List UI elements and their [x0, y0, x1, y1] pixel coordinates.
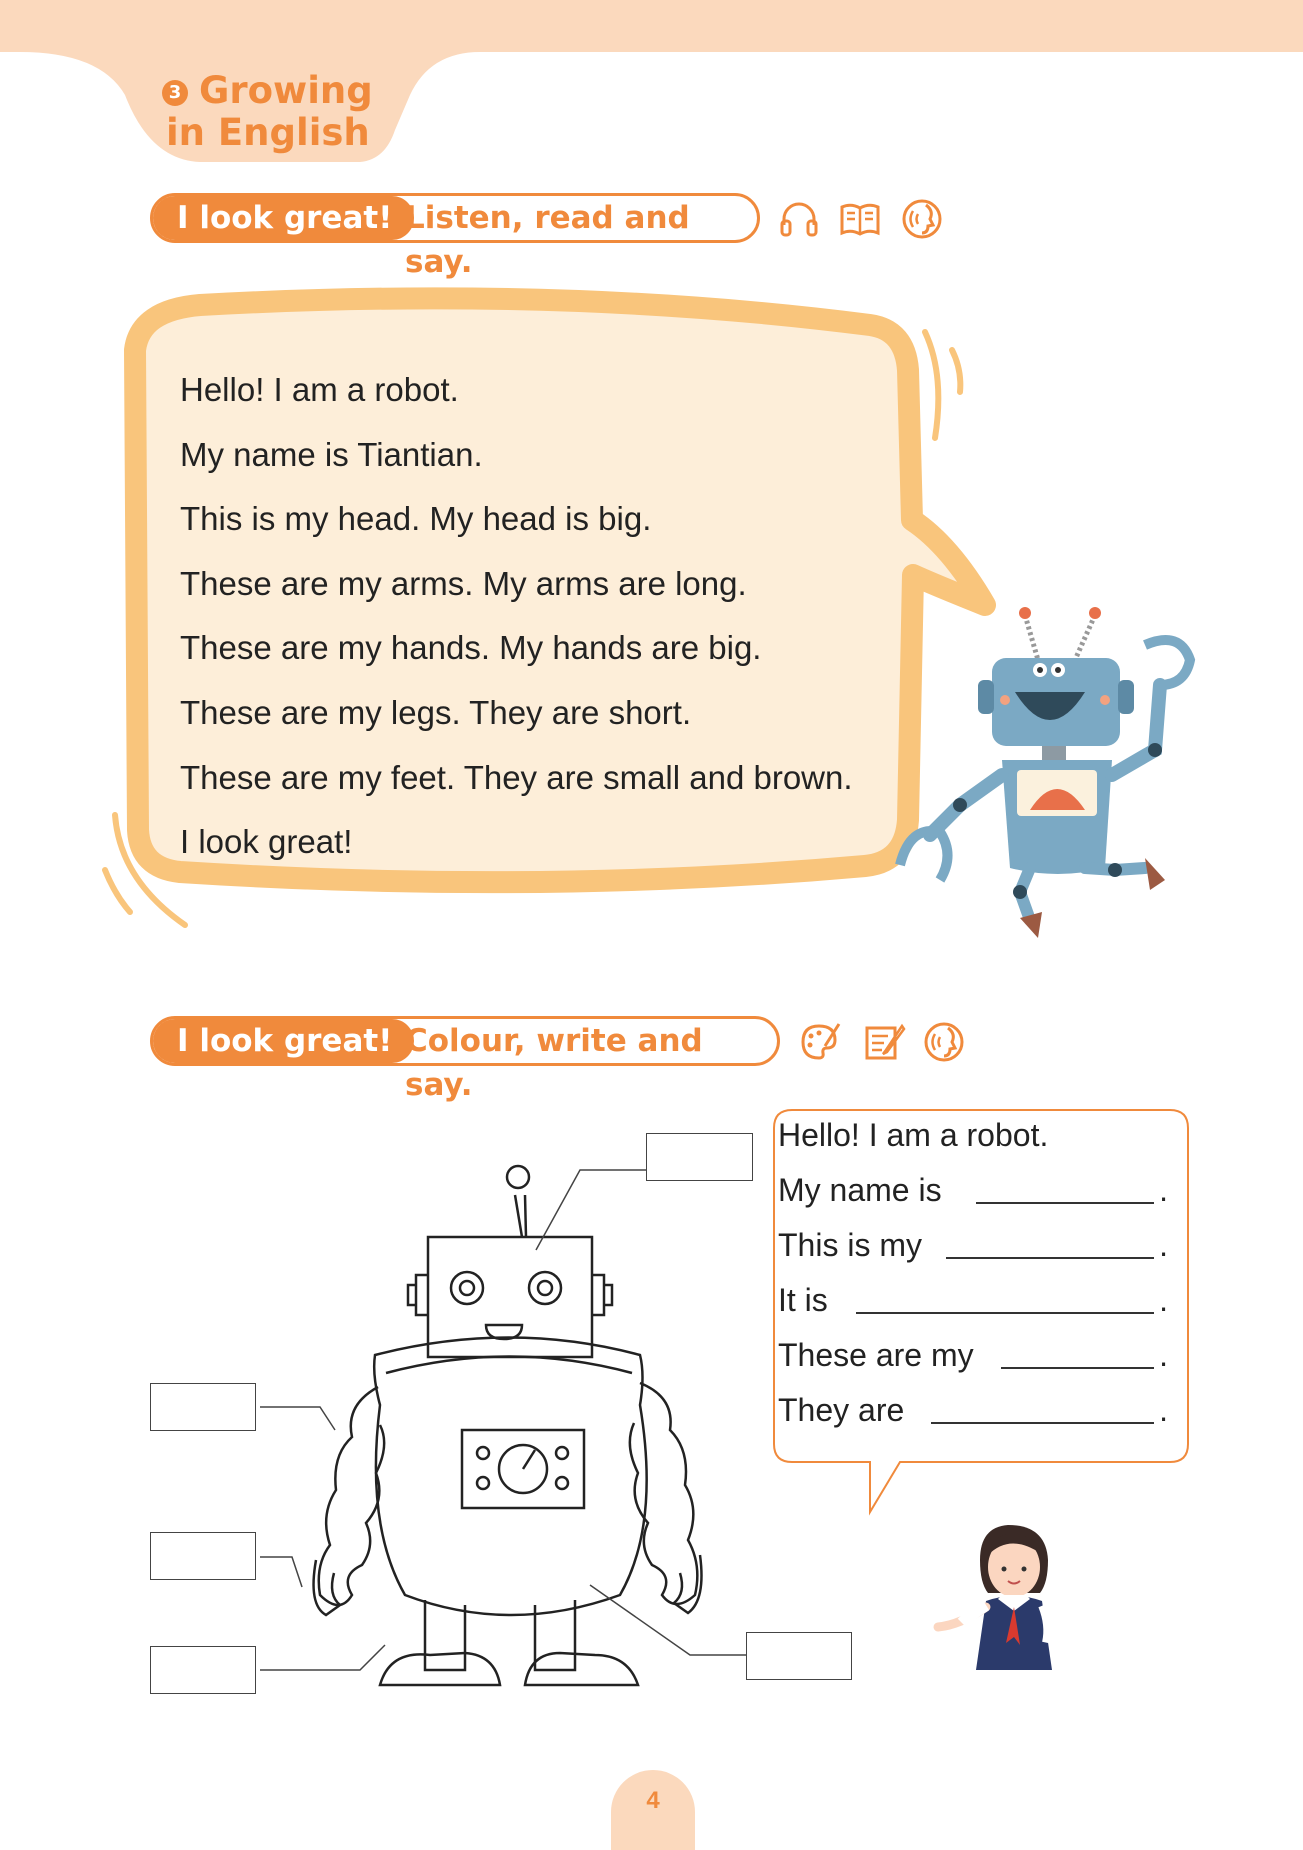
period: . [1159, 1282, 1168, 1318]
write-text: It is [778, 1282, 828, 1318]
robot-illustration [880, 600, 1210, 940]
reading-line: Hello! I am a robot. [180, 371, 459, 408]
write-line-1 [778, 1108, 1168, 1163]
reading-line: These are my arms. My arms are long. [180, 564, 747, 602]
label-box-hand[interactable] [150, 1532, 256, 1580]
unit-number-badge: 3 [162, 80, 188, 106]
section1-instruction: Listen, read and say. [405, 200, 690, 280]
period: . [1159, 1337, 1168, 1373]
section2-header [150, 1016, 780, 1103]
page-number: 4 [646, 1787, 660, 1814]
write-text: Hello! I am a robot. [778, 1117, 1049, 1153]
section1-tag: I look great! [153, 196, 414, 240]
period: . [1159, 1172, 1168, 1208]
label-box-head[interactable] [646, 1133, 753, 1181]
answer-blank[interactable] [1001, 1367, 1154, 1369]
unit-title-line1: Growing [199, 69, 373, 112]
answer-blank[interactable] [931, 1422, 1154, 1424]
reading-line: My name is Tiantian. [180, 435, 483, 473]
write-text: They are [778, 1392, 905, 1428]
label-box-foot[interactable] [150, 1646, 256, 1694]
reading-line: These are my legs. They are short. [180, 693, 692, 731]
label-box-leg[interactable] [746, 1632, 852, 1680]
answer-blank[interactable] [976, 1202, 1154, 1204]
speaking-head-icon-2 [922, 1020, 966, 1064]
write-line-5 [778, 1328, 1168, 1383]
pencil-paper-icon [862, 1020, 906, 1064]
write-line-6 [778, 1383, 1168, 1438]
period: . [1159, 1392, 1168, 1428]
write-text: My name is [778, 1172, 942, 1208]
write-text: These are my [778, 1337, 974, 1373]
write-text: This is my [778, 1227, 922, 1263]
reading-line: These are my hands. My hands are big. [180, 629, 762, 667]
girl-illustration [940, 1515, 1090, 1675]
period: . [1159, 1227, 1168, 1263]
answer-blank[interactable] [856, 1312, 1154, 1314]
section2-tag: I look great! [153, 1019, 414, 1063]
reading-text [180, 358, 900, 875]
section2-instruction: Colour, write and say. [405, 1023, 703, 1103]
write-line-4 [778, 1273, 1168, 1328]
reading-line: I look great! [180, 823, 353, 861]
reading-line: These are my feet. They are small and brown. [180, 758, 853, 796]
write-box [778, 1108, 1168, 1438]
unit-title-line2: in English [166, 111, 370, 154]
write-line-2 [778, 1163, 1168, 1218]
palette-brush-icon [797, 1020, 841, 1064]
reading-line: This is my head. My head is big. [180, 500, 652, 538]
write-line-3 [778, 1218, 1168, 1273]
answer-blank[interactable] [946, 1257, 1154, 1259]
label-box-arm[interactable] [150, 1383, 256, 1431]
